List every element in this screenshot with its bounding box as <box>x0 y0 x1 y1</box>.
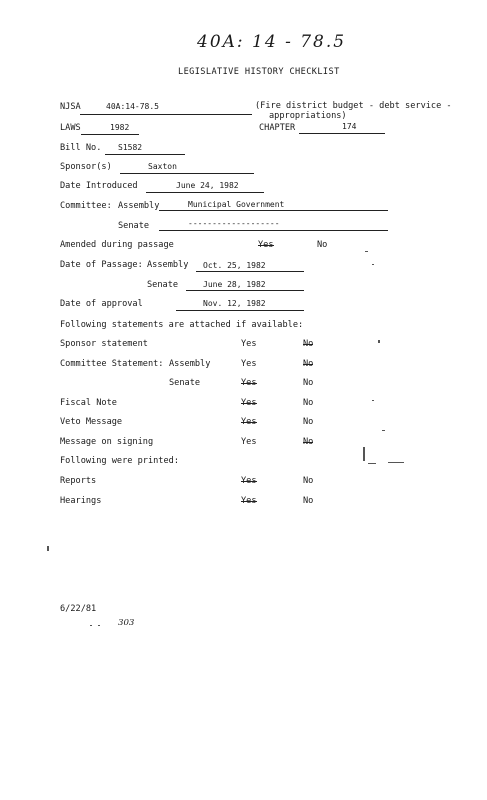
date-introduced-underline <box>146 192 264 193</box>
statement-yes: Yes <box>241 398 257 408</box>
statement-yes: Yes <box>241 378 257 388</box>
statement-label: Message on signing <box>60 437 154 447</box>
sponsor-underline <box>120 173 254 174</box>
committee-assembly-underline <box>159 210 388 211</box>
approval-value: Nov. 12, 1982 <box>203 299 266 308</box>
laws-underline <box>81 134 139 135</box>
njsa-value: 40A:14-78.5 <box>106 102 159 111</box>
handwritten-citation: 40A: 14 - 78.5 <box>197 32 347 52</box>
committee-label: Committee: <box>60 201 112 211</box>
statement-no: No <box>303 378 314 388</box>
approval-underline <box>176 310 304 311</box>
chapter-value: 174 <box>342 122 357 131</box>
printed-no: No <box>303 496 314 506</box>
statement-no: No <box>303 398 314 408</box>
sponsor-value: Saxton <box>148 162 177 171</box>
statement-yes: Yes <box>241 437 257 447</box>
statement-no: No <box>303 359 314 369</box>
date-introduced-value: June 24, 1982 <box>176 181 239 190</box>
statement-label: Veto Message <box>60 417 123 427</box>
amended-label: Amended during passage <box>60 240 174 250</box>
sponsor-label: Sponsor(s) <box>60 162 112 172</box>
njsa-underline <box>80 114 252 115</box>
subject-line-2: appropriations) <box>269 111 347 121</box>
bill-value: S1582 <box>118 143 143 152</box>
statement-yes: Yes <box>241 417 257 427</box>
laws-value: 1982 <box>110 123 130 132</box>
passage-assembly-underline <box>196 271 304 272</box>
passage-senate-value: June 28, 1982 <box>203 280 266 289</box>
statements-intro: Following statements are attached if available: <box>60 320 304 330</box>
statement-sub-label: Senate <box>169 378 201 388</box>
amended-yes: Yes <box>258 240 274 250</box>
laws-label: LAWS <box>60 123 81 133</box>
bill-label: Bill No. <box>60 143 102 153</box>
njsa-label: NJSA <box>60 102 81 112</box>
committee-senate-value: ------------------- <box>188 219 280 228</box>
amended-no: No <box>317 240 328 250</box>
printed-label: Reports <box>60 476 97 486</box>
statement-label: Committee Statement: <box>60 359 164 369</box>
committee-assembly-value: Municipal Government <box>188 200 285 209</box>
passage-assembly-label: Assembly <box>147 260 189 270</box>
committee-senate-label: Senate <box>118 221 150 231</box>
statement-no: No <box>303 417 314 427</box>
printed-yes: Yes <box>241 496 257 506</box>
statement-label: Fiscal Note <box>60 398 117 408</box>
passage-senate-underline <box>186 290 304 291</box>
footer-date: 6/22/81 <box>60 604 97 614</box>
printed-yes: Yes <box>241 476 257 486</box>
printed-label: Hearings <box>60 496 102 506</box>
footer-mark: 303 <box>118 618 135 628</box>
statement-sub-label: Assembly <box>169 359 211 369</box>
chapter-label: CHAPTER <box>259 123 296 133</box>
passage-senate-label: Senate <box>147 280 179 290</box>
approval-label: Date of approval <box>60 299 143 309</box>
chapter-underline <box>299 133 385 134</box>
date-introduced-label: Date Introduced <box>60 181 138 191</box>
subject-line-1: (Fire district budget - debt service - <box>255 101 452 111</box>
bill-underline <box>105 154 185 155</box>
passage-label: Date of Passage: <box>60 260 143 270</box>
statement-no: No <box>303 339 314 349</box>
statement-yes: Yes <box>241 359 257 369</box>
committee-senate-underline <box>159 230 388 231</box>
committee-assembly-label: Assembly <box>118 201 160 211</box>
printed-no: No <box>303 476 314 486</box>
statement-yes: Yes <box>241 339 257 349</box>
printed-intro: Following were printed: <box>60 456 179 466</box>
statement-label: Sponsor statement <box>60 339 148 349</box>
passage-assembly-value: Oct. 25, 1982 <box>203 261 266 270</box>
statement-no: No <box>303 437 314 447</box>
page-title: LEGISLATIVE HISTORY CHECKLIST <box>178 67 340 77</box>
